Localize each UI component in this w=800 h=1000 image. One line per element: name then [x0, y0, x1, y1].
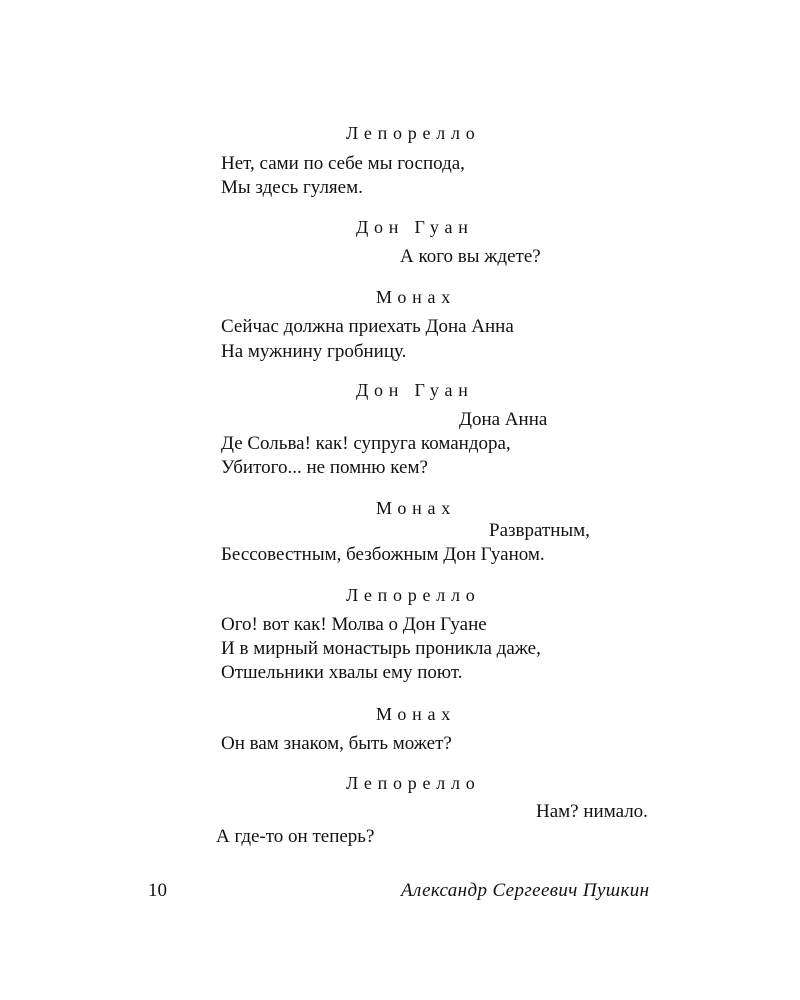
speaker-name: Лепорелло — [346, 123, 481, 143]
verse-line: Нам? нимало. — [536, 801, 648, 822]
verse-line: Убитого... не помню кем? — [221, 457, 428, 478]
page-number: 10 — [148, 880, 167, 901]
speaker-name: Дон Гуан — [356, 380, 474, 400]
speaker-name: Лепорелло — [346, 585, 481, 605]
speaker-name: Дон Гуан — [356, 217, 474, 237]
verse-line: А кого вы ждете? — [400, 246, 541, 267]
verse-line: Дона Анна — [459, 409, 548, 430]
verse-line: Сейчас должна приехать Дона Анна — [221, 316, 514, 337]
verse-line: На мужнину гробницу. — [221, 341, 407, 362]
verse-line: Он вам знаком, быть может? — [221, 733, 452, 754]
verse-line: Де Сольва! как! супруга командора, — [221, 433, 511, 454]
verse-line: И в мирный монастырь проникла даже, — [221, 638, 541, 659]
speaker-name: Монах — [376, 704, 456, 724]
speaker-name: Монах — [376, 498, 456, 518]
verse-line: Ого! вот как! Молва о Дон Гуане — [221, 614, 487, 635]
speaker-name: Монах — [376, 287, 456, 307]
verse-line: Мы здесь гуляем. — [221, 177, 363, 198]
verse-line: Отшельники хвалы ему поют. — [221, 662, 463, 683]
verse-line: Развратным, — [489, 520, 590, 541]
speaker-name: Лепорелло — [346, 773, 481, 793]
verse-line: Нет, сами по себе мы господа, — [221, 153, 465, 174]
running-title: Александр Сергеевич Пушкин — [401, 880, 650, 901]
verse-line: А где-то он теперь? — [216, 826, 375, 847]
verse-line: Бессовестным, безбожным Дон Гуаном. — [221, 544, 545, 565]
